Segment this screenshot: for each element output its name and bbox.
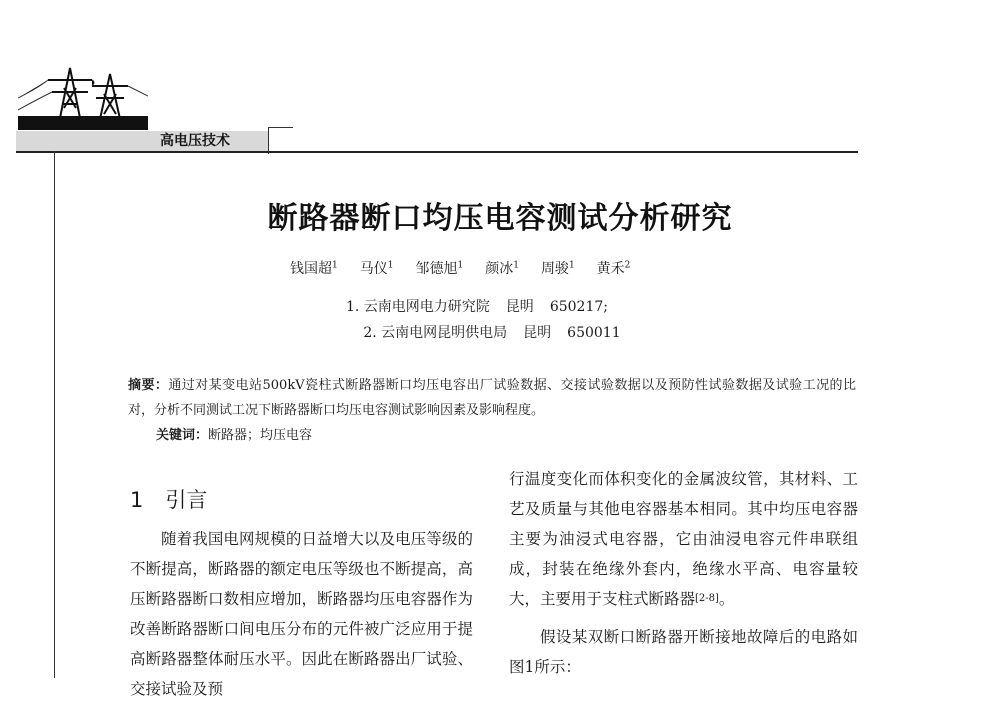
abstract [128, 373, 856, 423]
header-corner-mark [268, 127, 293, 154]
affiliation: 2. 云南电网昆明供电局 昆明 650011 [363, 325, 621, 341]
author: 黄禾$^2$ [596, 260, 631, 277]
author-list [290, 258, 710, 278]
author: 周骏$^1$ [540, 260, 575, 277]
paper-title: 断路器断口均压电容测试分析研究 [267, 201, 733, 236]
author: 邹德旭$^1$ [415, 260, 464, 277]
author: 马仪$^1$ [359, 260, 394, 277]
body-left-column: 随着我国电网规模的日益增大以及电压等级的不断提高，断路器的额定电压等级也不断提高，高压断路器断口数相应增加，断路器均压电容器作为改善断路器断口间电压分布的元件被广泛应用于提高断路器整体耐压水平。因此在断路器出厂试验、交接试验及预 [130, 530, 473, 698]
keywords-label: 关键词： [156, 428, 209, 443]
abstract-text: 通过对某变电站500kV瓷柱式断路器断口均压电容出厂试验数据、交接试验数据以及预防性试验数据及试验工况的比对，分析不同测试工况下断路器断口均压电容测试影响因素及影响程度。 [128, 378, 856, 418]
abstract-label: 摘要： [128, 378, 169, 393]
body-right-column [509, 464, 858, 682]
affiliation: 1. 云南电网电力研究院 昆明 650217; [346, 299, 608, 315]
paragraph: 行温度变化而体积变化的金属波纹管，其材料、工艺及质量与其他电容器基本相同。其中均压电容器主要为油浸式电容器，它由油浸电容元件串联组成，封装在绝缘外套内，绝缘水平高、电容量较大，主要用于支柱式断路器[2-8]。 [509, 470, 858, 608]
transmission-tower-logo [18, 58, 148, 130]
section-heading: 1 引言 [130, 488, 208, 512]
keywords-text: 断路器；均压电容 [208, 428, 313, 443]
header-rule [16, 151, 858, 153]
section-label: 高电压技术 [160, 133, 230, 149]
author: 钱国超$^1$ [290, 260, 338, 277]
paragraph: 假设某双断口断路器开断接地故障后的电路如图1所示： [509, 628, 858, 676]
keywords [156, 424, 312, 443]
section-band [16, 131, 269, 151]
author: 颜冰$^1$ [485, 260, 519, 277]
citation: [2-8] [695, 593, 719, 604]
